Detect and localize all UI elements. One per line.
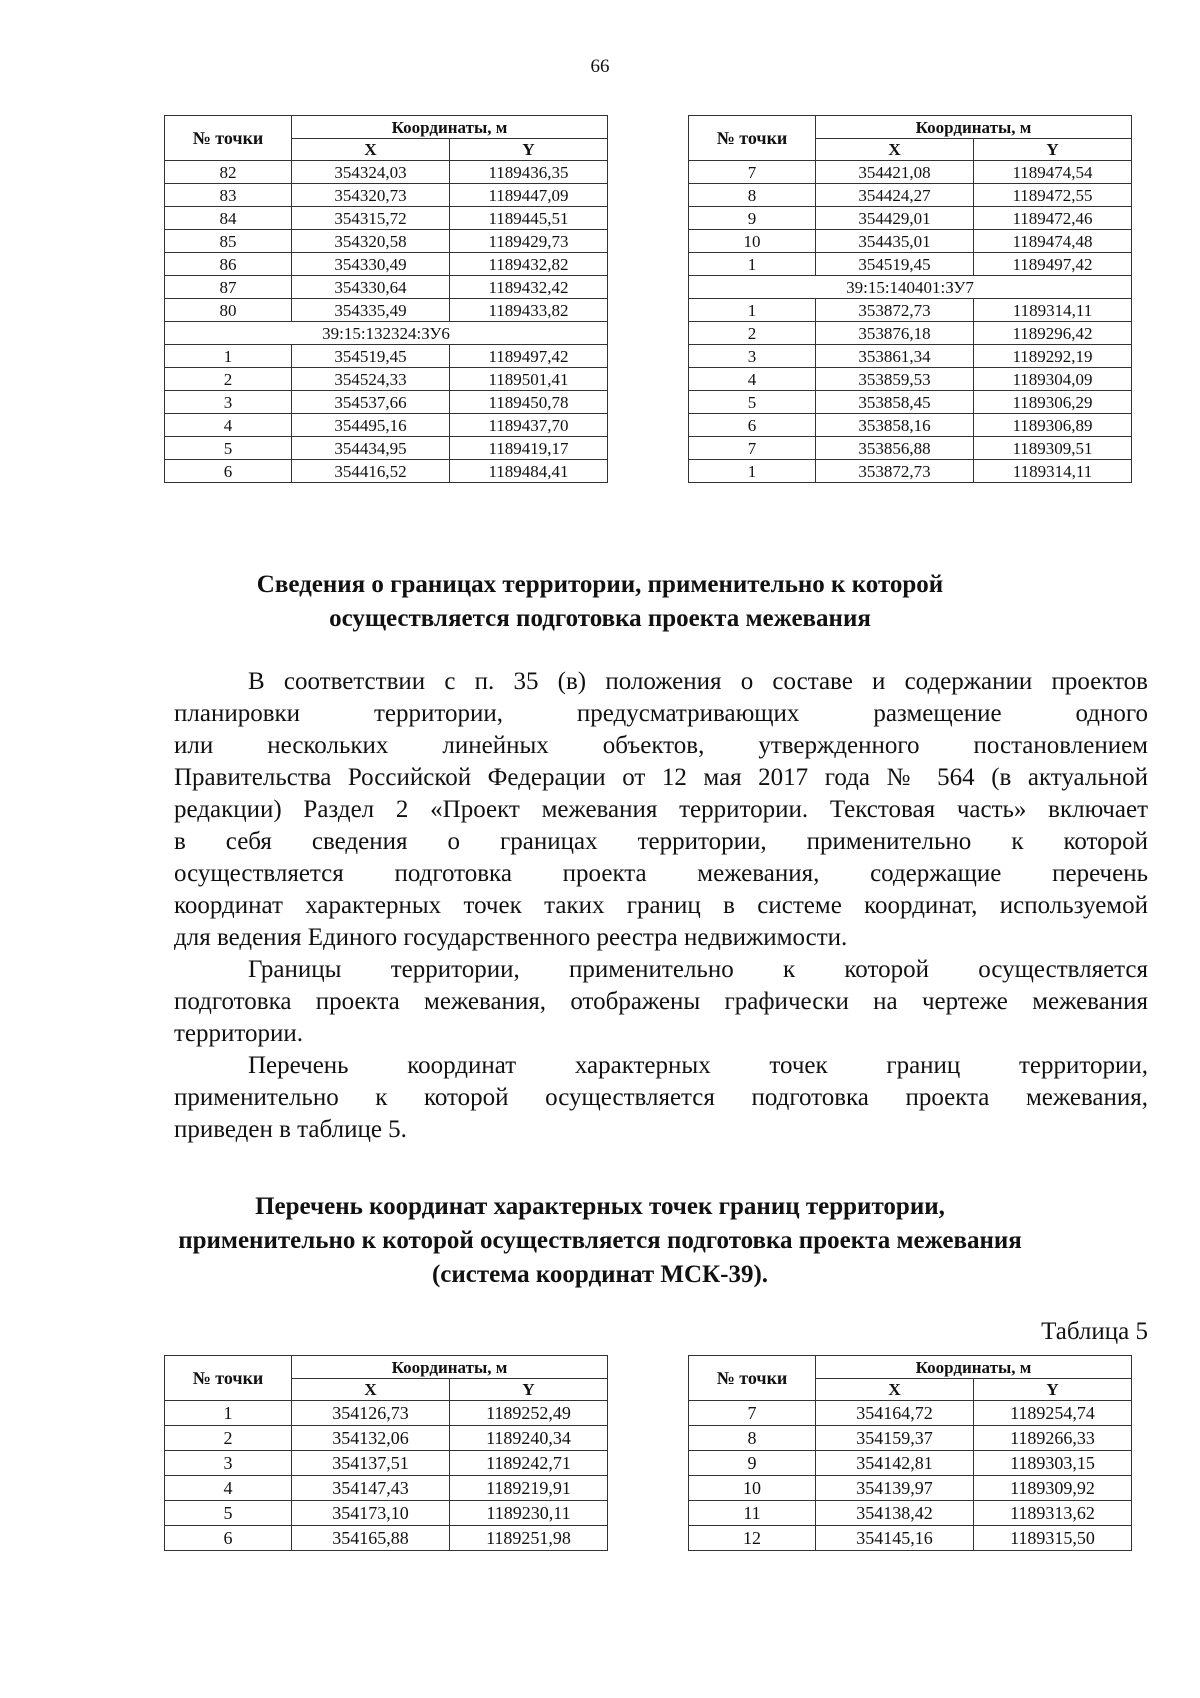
y-coordinate-cell: 1189419,17 [450,437,608,460]
cadastral-number-cell: 39:15:140401:ЗУ7 [689,276,1132,299]
table-row [689,1426,1132,1451]
x-coordinate-cell: 354429,01 [816,207,974,230]
x-coordinate-cell: 354524,33 [292,368,450,391]
paragraph-line: подготовка проекта межевания, отображены графически на чертеже межевания [174,988,1148,1015]
table-row [165,460,608,483]
point-number-cell: 82 [165,161,292,184]
paragraph-line: для ведения Единого государственного реестра недвижимости. [174,924,848,951]
table-row [165,414,608,437]
x-coordinate-cell: 354519,45 [292,345,450,368]
point-number-cell: 7 [689,437,816,460]
y-coordinate-cell: 1189484,41 [450,460,608,483]
table-group-row [689,276,1132,299]
table-body [165,161,608,483]
table5-heading-line: применительно к которой осуществляется подготовка проекта межевания [178,1227,1022,1254]
point-number-cell: 1 [689,299,816,322]
point-number-cell: 11 [689,1501,816,1526]
x-coordinate-cell: 353861,34 [816,345,974,368]
y-coordinate-cell: 1189445,51 [450,207,608,230]
table-row [689,253,1132,276]
x-coordinate-cell: 354537,66 [292,391,450,414]
table-row [689,161,1132,184]
x-coordinate-cell: 353872,73 [816,299,974,322]
point-number-cell: 8 [689,1426,816,1451]
table-row [689,1476,1132,1501]
y-coordinate-cell: 1189292,19 [974,345,1132,368]
paragraph-line: в себя сведения о границах территории, применительно к которой [174,828,1148,855]
y-coordinate-cell: 1189303,15 [974,1451,1132,1476]
header-y: Y [974,1379,1132,1401]
header-coords: Координаты, м [292,116,608,139]
x-coordinate-cell: 353876,18 [816,322,974,345]
x-coordinate-cell: 354315,72 [292,207,450,230]
y-coordinate-cell: 1189309,51 [974,437,1132,460]
coord-table-top-left [164,115,608,483]
point-number-cell: 1 [165,345,292,368]
y-coordinate-cell: 1189314,11 [974,460,1132,483]
table-row [165,253,608,276]
table-row [165,207,608,230]
y-coordinate-cell: 1189497,42 [974,253,1132,276]
page-number: 66 [590,56,610,77]
table-row [165,1451,608,1476]
table-body [689,1401,1132,1551]
point-number-cell: 10 [689,1476,816,1501]
point-number-cell: 83 [165,184,292,207]
x-coordinate-cell: 354139,97 [816,1476,974,1501]
x-coordinate-cell: 354159,37 [816,1426,974,1451]
paragraph-line: приведен в таблице 5. [174,1116,407,1143]
paragraph-2 [174,954,1148,1050]
y-coordinate-cell: 1189230,11 [450,1501,608,1526]
point-number-cell: 7 [689,1401,816,1426]
x-coordinate-cell: 354330,49 [292,253,450,276]
coord-table-top-right [688,115,1132,483]
x-coordinate-cell: 353858,45 [816,391,974,414]
point-number-cell: 85 [165,230,292,253]
y-coordinate-cell: 1189450,78 [450,391,608,414]
x-coordinate-cell: 354132,06 [292,1426,450,1451]
x-coordinate-cell: 354126,73 [292,1401,450,1426]
x-coordinate-cell: 354421,08 [816,161,974,184]
y-coordinate-cell: 1189306,89 [974,414,1132,437]
header-point-no: № точки [689,116,816,161]
point-number-cell: 87 [165,276,292,299]
point-number-cell: 80 [165,299,292,322]
y-coordinate-cell: 1189472,46 [974,207,1132,230]
section-heading-line: Сведения о границах территории, применительно к которой [256,571,944,598]
y-coordinate-cell: 1189313,62 [974,1501,1132,1526]
point-number-cell: 4 [165,414,292,437]
x-coordinate-cell: 354424,27 [816,184,974,207]
table-row [689,1401,1132,1426]
y-coordinate-cell: 1189309,92 [974,1476,1132,1501]
table-row [689,184,1132,207]
y-coordinate-cell: 1189432,82 [450,253,608,276]
table-row [689,299,1132,322]
point-number-cell: 9 [689,207,816,230]
y-coordinate-cell: 1189433,82 [450,299,608,322]
x-coordinate-cell: 354320,58 [292,230,450,253]
section-heading-line: осуществляется подготовка проекта межевания [329,605,871,632]
table5-heading-line: (система координат МСК-39). [431,1261,769,1288]
table-row [165,230,608,253]
point-number-cell: 3 [689,345,816,368]
table-row [165,276,608,299]
y-coordinate-cell: 1189314,11 [974,299,1132,322]
header-x: X [292,1379,450,1401]
header-point-no: № точки [689,1356,816,1401]
point-number-cell: 6 [165,460,292,483]
y-coordinate-cell: 1189266,33 [974,1426,1132,1451]
point-number-cell: 5 [165,1501,292,1526]
point-number-cell: 7 [689,161,816,184]
y-coordinate-cell: 1189472,55 [974,184,1132,207]
x-coordinate-cell: 353856,88 [816,437,974,460]
x-coordinate-cell: 354165,88 [292,1526,450,1551]
table-row [689,437,1132,460]
point-number-cell: 6 [689,414,816,437]
table-row [165,299,608,322]
y-coordinate-cell: 1189497,42 [450,345,608,368]
header-x: X [292,139,450,161]
point-number-cell: 6 [165,1526,292,1551]
point-number-cell: 10 [689,230,816,253]
body-text [174,666,1148,1146]
table-row [165,1401,608,1426]
point-number-cell: 9 [689,1451,816,1476]
x-coordinate-cell: 354145,16 [816,1526,974,1551]
table-row [689,414,1132,437]
point-number-cell: 5 [689,391,816,414]
y-coordinate-cell: 1189436,35 [450,161,608,184]
x-coordinate-cell: 354519,45 [816,253,974,276]
y-coordinate-cell: 1189296,42 [974,322,1132,345]
x-coordinate-cell: 354320,73 [292,184,450,207]
section-heading [0,568,1200,636]
point-number-cell: 3 [165,391,292,414]
x-coordinate-cell: 353859,53 [816,368,974,391]
table-body [165,1401,608,1551]
table-row [165,368,608,391]
table5-caption: Таблица 5 [1041,1318,1148,1345]
table-row [689,230,1132,253]
header-coords: Координаты, м [816,1356,1132,1379]
x-coordinate-cell: 354138,42 [816,1501,974,1526]
paragraph-line: координат характерных точек таких границ в системе координат, используемой [174,892,1148,919]
header-coords: Координаты, м [816,116,1132,139]
header-y: Y [450,1379,608,1401]
x-coordinate-cell: 354142,81 [816,1451,974,1476]
paragraph-line: Границы территории, применительно к которой осуществляется [248,956,1148,983]
x-coordinate-cell: 354330,64 [292,276,450,299]
table-row [689,1501,1132,1526]
table-body [689,161,1132,483]
table-row [165,1426,608,1451]
x-coordinate-cell: 354147,43 [292,1476,450,1501]
table5-heading-line: Перечень координат характерных точек границ территории, [255,1193,945,1220]
table-row [689,391,1132,414]
y-coordinate-cell: 1189437,70 [450,414,608,437]
y-coordinate-cell: 1189474,48 [974,230,1132,253]
y-coordinate-cell: 1189432,42 [450,276,608,299]
point-number-cell: 8 [689,184,816,207]
paragraph-line: осуществляется подготовка проекта межевания, содержащие перечень [174,860,1148,887]
paragraph-1 [174,666,1148,954]
paragraph-line: территории. [174,1020,304,1047]
table-row [165,1476,608,1501]
coord-table-5-right [688,1355,1132,1551]
point-number-cell: 86 [165,253,292,276]
x-coordinate-cell: 354434,95 [292,437,450,460]
table-row [689,207,1132,230]
paragraph-line: Перечень координат характерных точек границ территории, [248,1052,1148,1079]
x-coordinate-cell: 354495,16 [292,414,450,437]
y-coordinate-cell: 1189474,54 [974,161,1132,184]
x-coordinate-cell: 354324,03 [292,161,450,184]
paragraph-line: В соответствии с п. 35 (в) положения о составе и содержании проектов [248,668,1148,695]
table-row [165,184,608,207]
paragraph-line: Правительства Российской Федерации от 12 мая 2017 года № 564 (в актуальной [174,764,1148,791]
y-coordinate-cell: 1189252,49 [450,1401,608,1426]
paragraph-line: или нескольких линейных объектов, утвержденного постановлением [174,732,1148,759]
x-coordinate-cell: 354416,52 [292,460,450,483]
paragraph-3 [174,1050,1148,1146]
y-coordinate-cell: 1189304,09 [974,368,1132,391]
y-coordinate-cell: 1189501,41 [450,368,608,391]
point-number-cell: 1 [689,460,816,483]
x-coordinate-cell: 353872,73 [816,460,974,483]
point-number-cell: 3 [165,1451,292,1476]
header-x: X [816,1379,974,1401]
header-point-no: № точки [165,116,292,161]
y-coordinate-cell: 1189429,73 [450,230,608,253]
table-row [689,1451,1132,1476]
point-number-cell: 2 [165,1426,292,1451]
y-coordinate-cell: 1189447,09 [450,184,608,207]
table-row [689,460,1132,483]
paragraph-line: редакции) Раздел 2 «Проект межевания территории. Текстовая часть» включает [174,796,1148,823]
x-coordinate-cell: 354435,01 [816,230,974,253]
y-coordinate-cell: 1189240,34 [450,1426,608,1451]
table-row [165,1501,608,1526]
x-coordinate-cell: 354173,10 [292,1501,450,1526]
y-coordinate-cell: 1189242,71 [450,1451,608,1476]
point-number-cell: 5 [165,437,292,460]
table-row [165,345,608,368]
header-x: X [816,139,974,161]
y-coordinate-cell: 1189254,74 [974,1401,1132,1426]
cadastral-number-cell: 39:15:132324:ЗУ6 [165,322,608,345]
point-number-cell: 2 [165,368,292,391]
table-row [165,161,608,184]
y-coordinate-cell: 1189306,29 [974,391,1132,414]
point-number-cell: 2 [689,322,816,345]
paragraph-line: планировки территории, предусматривающих размещение одного [174,700,1148,727]
table5-heading [0,1190,1200,1292]
point-number-cell: 84 [165,207,292,230]
point-number-cell: 4 [165,1476,292,1501]
point-number-cell: 4 [689,368,816,391]
table-row [689,368,1132,391]
table-row [689,322,1132,345]
x-coordinate-cell: 354335,49 [292,299,450,322]
table-row [689,1526,1132,1551]
header-y: Y [450,139,608,161]
table-row [689,345,1132,368]
table-row [165,1526,608,1551]
point-number-cell: 1 [165,1401,292,1426]
y-coordinate-cell: 1189251,98 [450,1526,608,1551]
table-row [165,391,608,414]
table-group-row [165,322,608,345]
header-point-no: № точки [165,1356,292,1401]
header-coords: Координаты, м [292,1356,608,1379]
y-coordinate-cell: 1189219,91 [450,1476,608,1501]
paragraph-line: применительно к которой осуществляется подготовка проекта межевания, [174,1084,1148,1111]
table-row [165,437,608,460]
point-number-cell: 12 [689,1526,816,1551]
header-y: Y [974,139,1132,161]
x-coordinate-cell: 354137,51 [292,1451,450,1476]
coord-table-5-left [164,1355,608,1551]
x-coordinate-cell: 353858,16 [816,414,974,437]
point-number-cell: 1 [689,253,816,276]
y-coordinate-cell: 1189315,50 [974,1526,1132,1551]
x-coordinate-cell: 354164,72 [816,1401,974,1426]
